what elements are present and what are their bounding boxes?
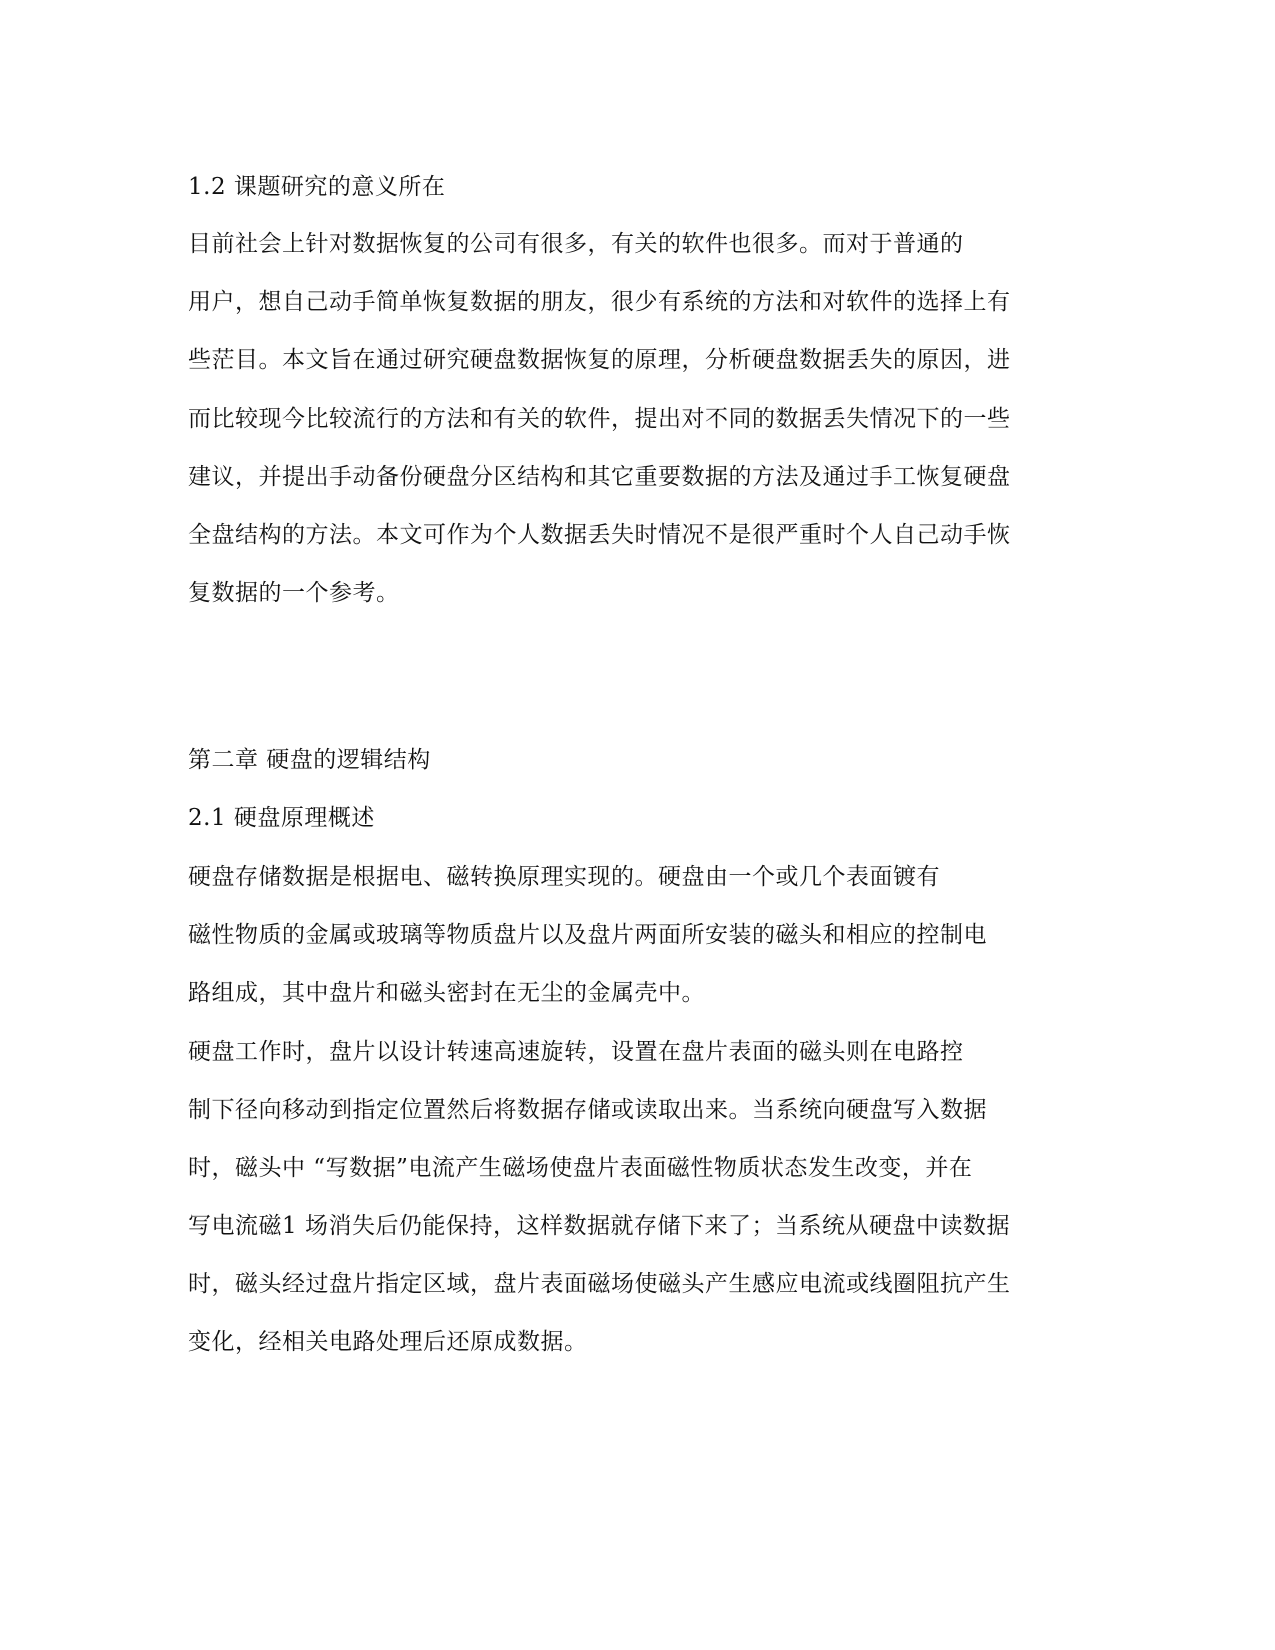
paragraph-line: 时，磁头经过盘片指定区域，盘片表面磁场使磁头产生感应电流或线圈阻抗产生: [188, 1271, 1011, 1297]
paragraph-line: 些茫目。本文旨在通过研究硬盘数据恢复的原理，分析硬盘数据丢失的原因，进: [188, 347, 1011, 373]
paragraph-line: 用户，想自己动手简单恢复数据的朋友，很少有系统的方法和对软件的选择上有: [188, 289, 1011, 315]
chapter-heading-2: 第二章 硬盘的逻辑结构: [188, 747, 431, 773]
paragraph-line: 时，磁头中 “写数据”电流产生磁场使盘片表面磁性物质状态发生改变，并在: [188, 1155, 973, 1181]
paragraph-line: 变化，经相关电路处理后还原成数据。: [188, 1329, 588, 1355]
paragraph-line: 路组成，其中盘片和磁头密封在无尘的金属壳中。: [188, 980, 705, 1006]
paragraph-line: 复数据的一个参考。: [188, 580, 400, 606]
paragraph-line: 硬盘工作时，盘片以设计转速高速旋转，设置在盘片表面的磁头则在电路控: [188, 1039, 964, 1065]
paragraph-line: 建议，并提出手动备份硬盘分区结构和其它重要数据的方法及通过手工恢复硬盘: [188, 464, 1011, 490]
paragraph-line: 磁性物质的金属或玻璃等物质盘片以及盘片两面所安装的磁头和相应的控制电: [188, 922, 987, 948]
section-heading-2-1: 2.1 硬盘原理概述: [188, 805, 375, 831]
paragraph-line: 而比较现今比较流行的方法和有关的软件，提出对不同的数据丢失情况下的一些: [188, 406, 1011, 432]
paragraph-line: 写电流磁1 场消失后仍能保持，这样数据就存储下来了；当系统从硬盘中读数据: [188, 1213, 1010, 1239]
paragraph-line: 硬盘存储数据是根据电、磁转换原理实现的。硬盘由一个或几个表面镀有: [188, 864, 940, 890]
paragraph-line: 全盘结构的方法。本文可作为个人数据丢失时情况不是很严重时个人自己动手恢: [188, 522, 1011, 548]
section-heading-1-2: 1.2 课题研究的意义所在: [188, 174, 446, 200]
paragraph-line: 制下径向移动到指定位置然后将数据存储或读取出来。当系统向硬盘写入数据: [188, 1097, 987, 1123]
paragraph-line: 目前社会上针对数据恢复的公司有很多，有关的软件也很多。而对于普通的: [188, 231, 964, 257]
